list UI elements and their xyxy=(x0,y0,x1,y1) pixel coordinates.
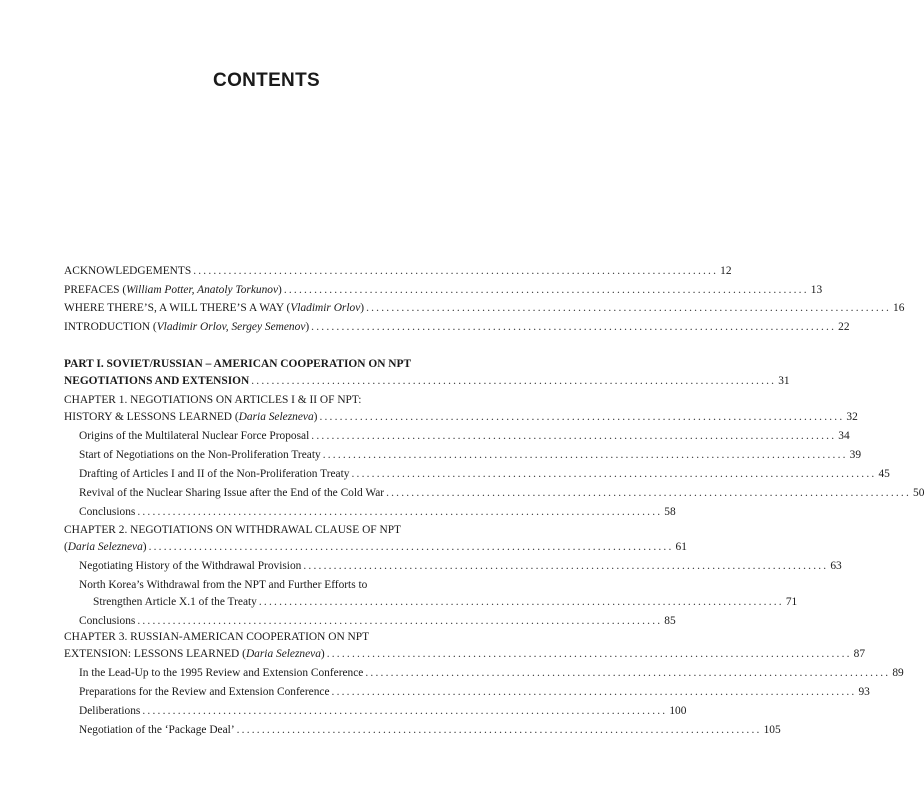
toc-entry-author: Vladimir Orlov xyxy=(290,302,361,314)
toc-entry-author: Daria Selezneva xyxy=(245,648,321,660)
toc-page-number: 58 xyxy=(664,506,676,518)
toc-subentry[interactable] xyxy=(64,577,798,611)
toc-entry-will-way[interactable] xyxy=(64,300,905,317)
toc-subentry-label: Start of Negotiations on the Non-Proliferation Treaty xyxy=(79,449,321,461)
dot-leader: ........................................................................................................ xyxy=(311,320,837,333)
toc-subentry-label: Revival of the Nuclear Sharing Issue after the End of the Cold War xyxy=(79,487,385,499)
dot-leader: ........................................................................................................ xyxy=(148,541,674,553)
chapter-3 xyxy=(64,629,904,739)
toc-page-number: 50 xyxy=(913,487,924,499)
toc-subentry[interactable] xyxy=(64,485,924,502)
toc-entry-author: William Potter, Anatoly Torkunov xyxy=(126,283,279,296)
chapter-title-line-1: CHAPTER 1. NEGOTIATIONS ON ARTICLES I & II OF NPT: xyxy=(64,394,362,406)
toc-subentry[interactable] xyxy=(64,684,870,701)
toc-subentry[interactable] xyxy=(64,722,781,739)
toc-page-number: 22 xyxy=(838,320,850,333)
toc-subentry[interactable] xyxy=(64,504,676,521)
toc-entry-prefaces[interactable] xyxy=(64,282,823,299)
toc-subentry[interactable] xyxy=(64,466,890,483)
toc-subentry-label: North Korea’s Withdrawal from the NPT and Further Efforts to xyxy=(79,579,368,591)
toc-entry-label: PREFACES (William Potter, Anatoly Torkunov) xyxy=(64,283,282,296)
toc-subentry-label: Drafting of Articles I and II of the Non-Proliferation Treaty xyxy=(79,468,350,480)
chapter-title-line-1: CHAPTER 3. RUSSIAN-AMERICAN COOPERATION ON NPT xyxy=(64,631,370,643)
toc-page-number: 16 xyxy=(893,302,905,314)
dot-leader: ........................................................................................................ xyxy=(193,265,719,277)
dot-leader: ........................................................................................................ xyxy=(322,449,848,461)
toc-page-number: 32 xyxy=(846,411,858,423)
dot-leader: ........................................................................................................ xyxy=(258,596,784,608)
toc-page-number: 105 xyxy=(763,724,781,736)
toc-subentry[interactable] xyxy=(64,428,850,445)
toc-entry-part-1[interactable] xyxy=(64,356,790,390)
toc-subentry-label: Deliberations xyxy=(79,705,141,717)
toc-entry-introduction[interactable] xyxy=(64,319,850,336)
chapter-1 xyxy=(64,392,924,521)
toc-entry-label: WHERE THERE’S, A WILL THERE’S A WAY (Vladimir Orlov) xyxy=(64,302,365,314)
toc-subentry-label-cont: Strengthen Article X.1 of the Treaty xyxy=(93,596,257,608)
toc-page-number: 13 xyxy=(810,283,823,296)
toc-entry-chapter-1[interactable] xyxy=(64,392,858,426)
toc-entry-author: Vladimir Orlov, Sergey Semenov xyxy=(156,320,306,333)
toc-page-number: 12 xyxy=(720,265,732,277)
part-title-line-2: NEGOTIATIONS AND EXTENSION xyxy=(64,375,250,387)
toc-entry-author: Daria Selezneva xyxy=(67,541,143,553)
chapter-title-line-2: (Daria Selezneva) xyxy=(64,541,147,553)
toc-page-number: 93 xyxy=(858,686,870,698)
dot-leader: ........................................................................................................ xyxy=(142,705,668,717)
toc-subentry[interactable] xyxy=(64,703,687,720)
chapter-title-line-2: HISTORY & LESSONS LEARNED (Daria Selezneva) xyxy=(64,411,318,423)
toc-page-number: 87 xyxy=(853,648,866,660)
dot-leader: ........................................................................................................ xyxy=(326,648,852,660)
toc-subentry-label: Conclusions xyxy=(79,615,136,627)
part-heading xyxy=(64,356,790,390)
toc-entry-label: INTRODUCTION (Vladimir Orlov, Sergey Semenov) xyxy=(64,320,310,333)
toc-page-number: 89 xyxy=(892,667,904,679)
chapter-title-line-1: CHAPTER 2. NEGOTIATIONS ON WITHDRAWAL CLAUSE OF NPT xyxy=(64,524,401,536)
chapter-2 xyxy=(64,522,842,630)
chapter-title-line-2: EXTENSION: LESSONS LEARNED (Daria Selezneva) xyxy=(64,648,325,660)
dot-leader: ........................................................................................................ xyxy=(236,724,762,736)
toc-entry-author: Daria Selezneva xyxy=(238,411,314,423)
toc-subentry-label: Negotiation of the ‘Package Deal’ xyxy=(79,724,235,736)
toc-page-number: 61 xyxy=(675,541,687,553)
dot-leader: ........................................................................................................ xyxy=(386,487,912,499)
toc-entry-acknowledgements[interactable] xyxy=(64,263,732,280)
toc-page-number: 85 xyxy=(664,615,676,627)
toc-page-number: 100 xyxy=(669,705,687,717)
toc-subentry[interactable] xyxy=(64,665,904,682)
toc-page-number: 39 xyxy=(849,449,862,461)
toc-page-number: 63 xyxy=(830,560,842,572)
toc-subentry-label: In the Lead-Up to the 1995 Review and Extension Conference xyxy=(79,667,364,679)
dot-leader: ........................................................................................................ xyxy=(283,283,809,296)
toc-subentry-label: Conclusions xyxy=(79,506,136,518)
toc-subentry-label: Negotiating History of the Withdrawal Provision xyxy=(79,560,302,572)
toc-entry-label: ACKNOWLEDGEMENTS xyxy=(64,265,192,277)
dot-leader: ........................................................................................................ xyxy=(366,302,892,314)
toc-page-number: 45 xyxy=(878,468,890,480)
toc-subentry-label: Preparations for the Review and Extension Conference xyxy=(79,686,330,698)
page-title: CONTENTS xyxy=(213,70,320,91)
dot-leader: ........................................................................................................ xyxy=(251,375,777,387)
dot-leader: ........................................................................................................ xyxy=(311,430,837,442)
dot-leader: ........................................................................................................ xyxy=(319,411,845,423)
part-title-line-1: PART I. SOVIET/RUSSIAN – AMERICAN COOPERATION ON NPT xyxy=(64,358,412,370)
dot-leader: ........................................................................................................ xyxy=(137,506,663,518)
toc-subentry-label: Origins of the Multilateral Nuclear Force Proposal xyxy=(79,430,310,442)
toc-subentry[interactable] xyxy=(64,613,676,630)
dot-leader: ........................................................................................................ xyxy=(303,560,829,572)
toc-entry-chapter-2[interactable] xyxy=(64,522,687,556)
toc-page-number: 34 xyxy=(838,430,850,442)
toc-page-number: 31 xyxy=(778,375,790,387)
toc-page-number: 71 xyxy=(785,596,798,608)
dot-leader: ........................................................................................................ xyxy=(331,686,857,698)
dot-leader: ........................................................................................................ xyxy=(351,468,877,480)
front-matter-list xyxy=(64,263,905,336)
toc-subentry[interactable] xyxy=(64,558,842,575)
toc-subentry[interactable] xyxy=(64,447,862,464)
toc-entry-chapter-3[interactable] xyxy=(64,629,866,663)
dot-leader: ........................................................................................................ xyxy=(137,615,663,627)
dot-leader: ........................................................................................................ xyxy=(365,667,891,679)
